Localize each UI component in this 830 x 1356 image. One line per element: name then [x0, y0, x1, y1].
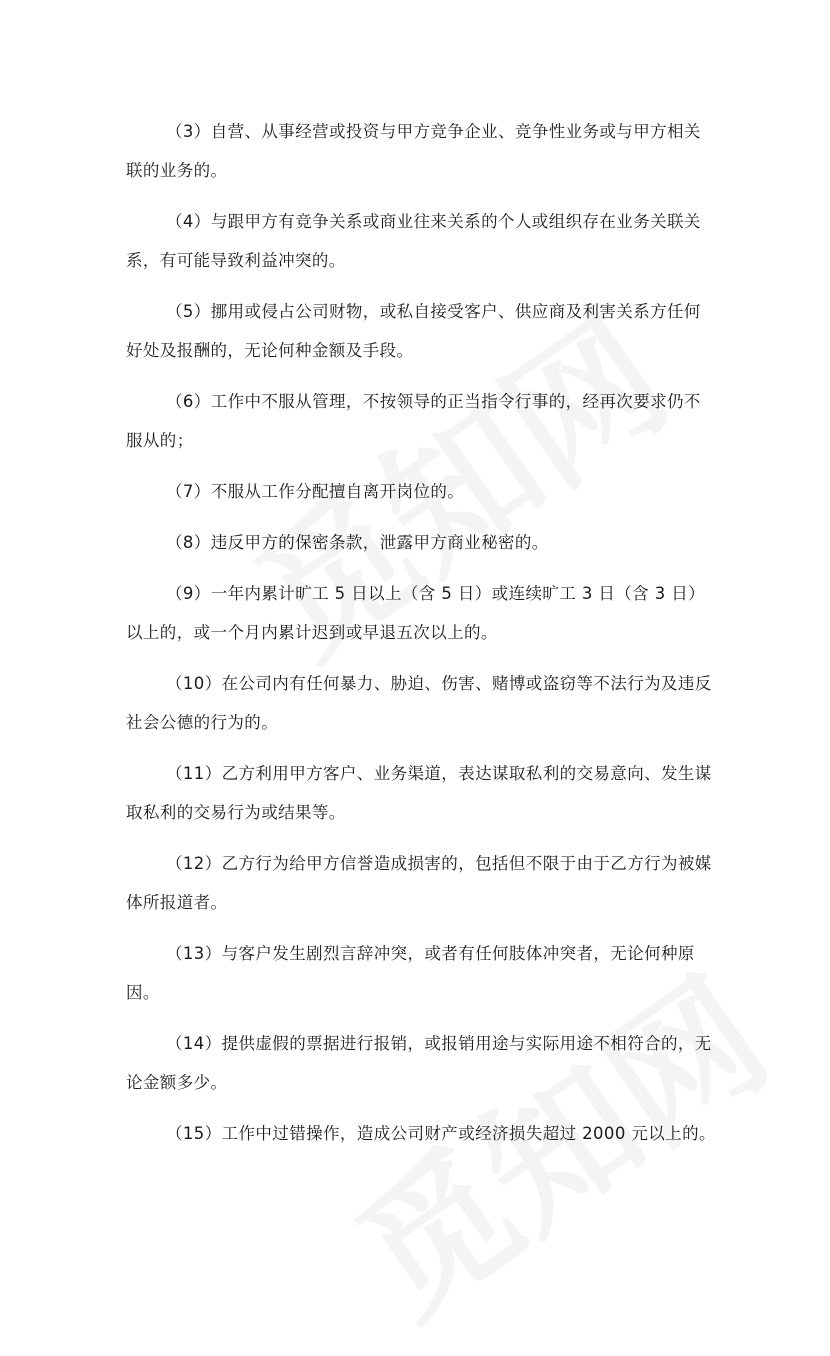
clause-7: （7）不服从工作分配擅自离开岗位的。	[166, 482, 465, 501]
clause-6: （6）工作中不服从管理，不按领导的正当指令行事的，经再次要求仍不服从的；	[126, 392, 701, 450]
clause-12: （12）乙方行为给甲方信誉造成损害的，包括但不限于由于乙方行为被媒体所报道者。	[126, 854, 712, 912]
clause-9: （9）一年内累计旷工 5 日以上（含 5 日）或连续旷工 3 日（含 3 日）以上的，或一个月内累计迟到或早退五次以上的。	[126, 584, 706, 642]
clause-4: （4）与跟甲方有竞争关系或商业往来关系的个人或组织存在业务关联关系，有可能导致利益冲突的。	[126, 212, 701, 270]
clause-15: （15）工作中过错操作，造成公司财产或经济损失超过 2000 元以上的。	[166, 1124, 716, 1143]
clause-3: （3）自营、从事经营或投资与甲方竞争企业、竞争性业务或与甲方相关联的业务的。	[126, 122, 701, 180]
clause-8: （8）违反甲方的保密条款，泄露甲方商业秘密的。	[166, 533, 549, 552]
clause-11: （11）乙方利用甲方客户、业务渠道，表达谋取私利的交易意向、发生谋取私利的交易行为或结果等。	[126, 764, 712, 822]
clause-14: （14）提供虚假的票据进行报销，或报销用途与实际用途不相符合的，无论金额多少。	[126, 1034, 712, 1092]
clause-13: （13）与客户发生剧烈言辞冲突，或者有任何肢体冲突者，无论何种原因。	[126, 944, 695, 1002]
clause-5: （5）挪用或侵占公司财物，或私自接受客户、供应商及利害关系方任何好处及报酬的，无论何种金额及手段。	[126, 302, 701, 360]
document-body	[126, 112, 716, 1165]
clause-10: （10）在公司内有任何暴力、胁迫、伤害、赌博或盗窃等不法行为及违反社会公德的行为的。	[126, 674, 712, 732]
